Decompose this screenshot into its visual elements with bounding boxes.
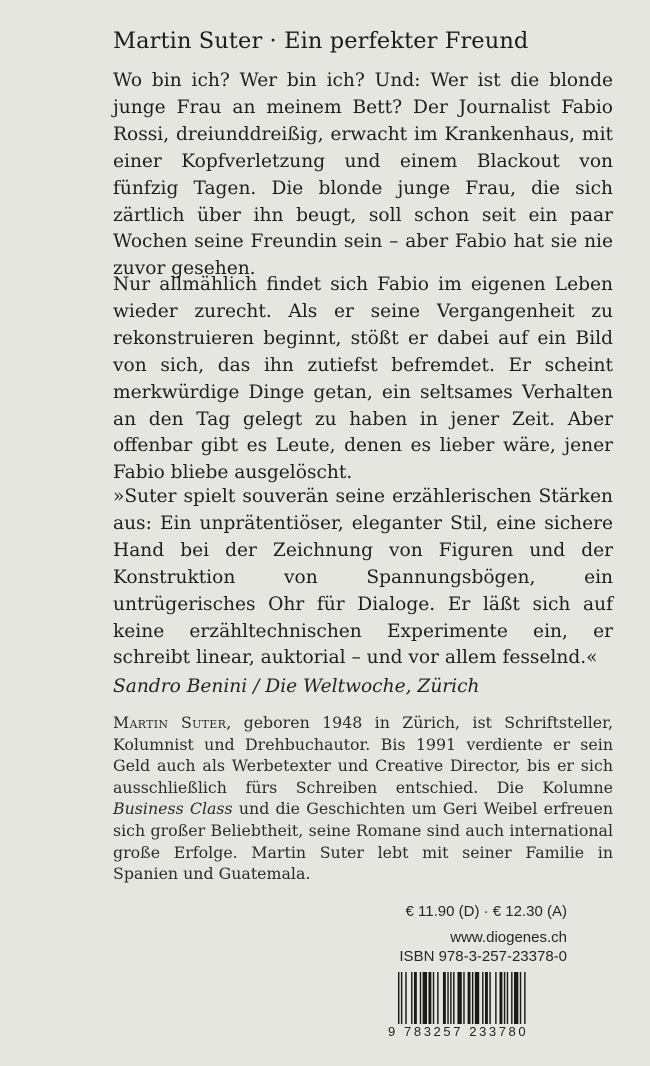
barcode-bar — [443, 972, 446, 1024]
quote-attribution: Sandro Benini / Die Weltwoche, Zürich — [113, 676, 480, 697]
book-title: Martin Suter · Ein perfekter Freund — [113, 28, 529, 54]
barcode-bar — [489, 972, 490, 1024]
barcode-bar — [520, 972, 521, 1024]
barcode-bar — [500, 972, 503, 1024]
author-bio-text-b: und die Geschichten um Geri Weibel erfreuen sich großer Beliebtheit, seine Romane sind auch international große Erfolge. Martin Suter lebt mit seiner Familie in Spanien und Guatemala. — [113, 799, 613, 884]
barcode-bar — [411, 972, 412, 1024]
barcode-bar — [485, 972, 488, 1024]
barcode-bar — [437, 972, 438, 1024]
barcode-bar — [447, 972, 448, 1024]
barcode-digits: 9 783257 233780 — [388, 1024, 529, 1039]
barcode-bar — [507, 972, 508, 1024]
barcode-bar — [472, 972, 473, 1024]
barcode-bar — [511, 972, 512, 1024]
barcode-bar — [463, 972, 464, 1024]
barcode-bar — [457, 972, 461, 1024]
author-bio — [113, 712, 613, 885]
barcode-bar — [475, 972, 479, 1024]
author-name: Martin Suter — [113, 713, 227, 732]
synopsis-paragraph-1: Wo bin ich? Wer bin ich? Und: Wer ist die blonde junge Frau an meinem Bett? Der Journalist Fabio Rossi, dreiunddreißig, erwacht im Krankenhaus, mit einer Kopfverletzung und einem Blackout von fünfzig Tagen. Die blonde junge Frau, die sich zärtlich über ihn beugt, soll schon seit ein paar Wochen seine Freundin sein – aber Fabio hat sie nie zuvor gesehen. — [113, 70, 613, 280]
publisher-website: www.diogenes.ch — [450, 929, 567, 946]
barcode-bar — [504, 972, 505, 1024]
barcode-bar — [433, 972, 434, 1024]
author-bio-text-a: , geboren 1948 in Zürich, ist Schriftsteller, Kolumnist und Drehbuchautor. Bis 1991 verdiente er sein Geld auch als Werbetexter und Creative Director, bis er sich ausschließlich fürs Schreiben entschied. Die Kolumne — [113, 713, 613, 797]
barcode-bar — [468, 972, 471, 1024]
barcode-bar — [495, 972, 496, 1024]
barcode-bar — [482, 972, 483, 1024]
barcode-bar — [401, 972, 402, 1024]
barcode-image — [398, 972, 568, 1024]
barcode-bar — [423, 972, 427, 1024]
barcode-bar — [420, 972, 421, 1024]
barcode-bar — [405, 972, 406, 1024]
barcode-bar — [514, 972, 518, 1024]
synopsis-paragraph-2: Nur allmählich findet sich Fabio im eigenen Leben wieder zurecht. Als er seine Vergangenheit zu rekonstruieren beginnt, stößt er dabei auf ein Bild von sich, das ihn zutiefst befremdet. Er scheint merkwürdige Dinge getan, ein seltsames Verhalten an den Tag gelegt zu haben in jener Zeit. Aber offenbar gibt es Leute, denen es lieber wäre, jener Fabio bliebe ausgelöscht. — [113, 274, 613, 484]
barcode-bar — [453, 972, 454, 1024]
barcode-bar — [414, 972, 417, 1024]
barcode-bar — [428, 972, 431, 1024]
review-quote: »Suter spielt souverän seine erzählerischen Stärken aus: Ein unprätentiöser, eleganter Stil, eine sichere Hand bei der Zeichnung von Figuren und der Konstruktion von Spannungsbögen, ein untrügerisches Ohr für Dialoge. Er läßt sich auf keine erzähltechnischen Experimente ein, er schreibt linear, auktorial – und vor allem fesselnd.« — [113, 486, 613, 669]
isbn-label: ISBN 978-3-257-23378-0 — [399, 948, 567, 965]
price-label: € 11.90 (D) · € 12.30 (A) — [405, 903, 567, 920]
barcode-bar — [450, 972, 451, 1024]
column-name: Business Class — [113, 799, 233, 819]
barcode-bar — [398, 972, 399, 1024]
barcode-bar — [524, 972, 525, 1024]
